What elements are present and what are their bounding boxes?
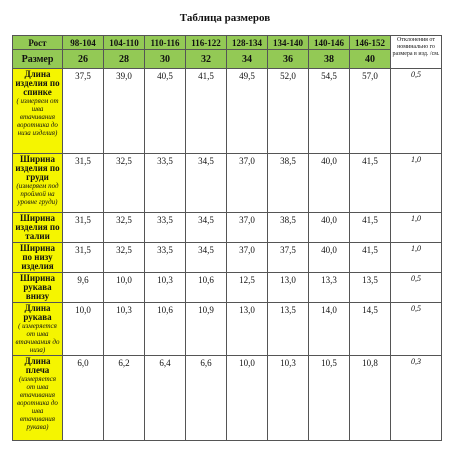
param-name: Ширина изделия по талии: [15, 213, 60, 241]
param-cell: [13, 69, 63, 154]
size-cell: 30: [145, 50, 186, 69]
value-cell: 10,8: [350, 356, 391, 441]
param-cell: [13, 356, 63, 441]
value-cell: 38,5: [268, 213, 309, 243]
value-cell: 14,5: [350, 303, 391, 356]
value-cell: 37,5: [63, 69, 104, 154]
param-cell: [13, 213, 63, 243]
param-name: Ширина рукава внизу: [20, 273, 55, 301]
value-cell: 10,3: [145, 273, 186, 303]
page-title: Таблица размеров: [179, 12, 271, 24]
value-cell: 10,0: [63, 303, 104, 356]
value-cell: 41,5: [350, 243, 391, 273]
height-cell: 140-146: [309, 36, 350, 50]
table-row: [13, 273, 442, 303]
value-cell: 32,5: [104, 154, 145, 213]
table-row: [13, 154, 442, 213]
height-header-row: [13, 36, 442, 50]
table-row: [13, 243, 442, 273]
value-cell: 10,3: [268, 356, 309, 441]
value-cell: 13,3: [309, 273, 350, 303]
tolerance-cell: 0,5: [391, 273, 442, 303]
value-cell: 10,0: [104, 273, 145, 303]
tolerance-cell: 0,3: [391, 356, 442, 441]
table-row: [13, 69, 442, 154]
tolerance-cell: 0,5: [391, 303, 442, 356]
value-cell: 41,5: [186, 69, 227, 154]
param-name: Длина изделия по спинке: [15, 69, 60, 97]
value-cell: 10,6: [145, 303, 186, 356]
table-row: [13, 356, 442, 441]
value-cell: 10,6: [186, 273, 227, 303]
param-name: Ширина изделия по груди: [15, 154, 60, 182]
size-cell: 28: [104, 50, 145, 69]
size-cell: 36: [268, 50, 309, 69]
value-cell: 37,5: [268, 243, 309, 273]
param-cell: [13, 303, 63, 356]
value-cell: 32,5: [104, 243, 145, 273]
param-cell: [13, 273, 63, 303]
value-cell: 33,5: [145, 213, 186, 243]
value-cell: 41,5: [350, 213, 391, 243]
size-table: [12, 35, 442, 441]
value-cell: 6,0: [63, 356, 104, 441]
value-cell: 31,5: [63, 213, 104, 243]
size-header-row: [13, 50, 442, 69]
param-note: (измеряем под проймой на уровне груди): [16, 182, 59, 206]
value-cell: 13,0: [268, 273, 309, 303]
tolerance-cell: 0,5: [391, 69, 442, 154]
value-cell: 13,5: [268, 303, 309, 356]
value-cell: 37,0: [227, 213, 268, 243]
size-cell: 40: [350, 50, 391, 69]
value-cell: 10,0: [227, 356, 268, 441]
param-cell: [13, 154, 63, 213]
value-cell: 12,5: [227, 273, 268, 303]
table-row: [13, 213, 442, 243]
height-cell: 116-122: [186, 36, 227, 50]
value-cell: 49,5: [227, 69, 268, 154]
value-cell: 40,5: [145, 69, 186, 154]
value-cell: 31,5: [63, 243, 104, 273]
value-cell: 6,2: [104, 356, 145, 441]
deviation-header: Отклонения от номинально го размера в изд. /см.: [391, 36, 442, 69]
tolerance-cell: 1,0: [391, 243, 442, 273]
param-note: (измеряется от шва втачивания воротника до шва втачивания рукава): [17, 375, 58, 431]
value-cell: 10,5: [309, 356, 350, 441]
value-cell: 33,5: [145, 154, 186, 213]
value-cell: 9,6: [63, 273, 104, 303]
param-name: Длина рукава: [23, 303, 52, 322]
value-cell: 34,5: [186, 213, 227, 243]
razmer-label: Размер: [13, 50, 63, 69]
height-cell: 128-134: [227, 36, 268, 50]
value-cell: 34,5: [186, 243, 227, 273]
value-cell: 6,4: [145, 356, 186, 441]
value-cell: 39,0: [104, 69, 145, 154]
height-cell: 146-152: [350, 36, 391, 50]
table-row: [13, 303, 442, 356]
param-cell: [13, 243, 63, 273]
value-cell: 38,5: [268, 154, 309, 213]
height-cell: 104-110: [104, 36, 145, 50]
tolerance-cell: 1,0: [391, 154, 442, 213]
param-note: ( измеряем от шва втачивания воротника до низа изделия): [16, 97, 59, 137]
height-cell: 98-104: [63, 36, 104, 50]
height-cell: 110-116: [145, 36, 186, 50]
value-cell: 32,5: [104, 213, 145, 243]
value-cell: 6,6: [186, 356, 227, 441]
size-cell: 38: [309, 50, 350, 69]
param-name: Ширина по низу изделия: [20, 243, 55, 271]
value-cell: 14,0: [309, 303, 350, 356]
param-note: ( измеряется от шва втачивания до низа): [15, 322, 60, 354]
value-cell: 13,0: [227, 303, 268, 356]
value-cell: 37,0: [227, 154, 268, 213]
value-cell: 10,9: [186, 303, 227, 356]
value-cell: 54,5: [309, 69, 350, 154]
value-cell: 40,0: [309, 154, 350, 213]
value-cell: 37,0: [227, 243, 268, 273]
size-cell: 26: [63, 50, 104, 69]
value-cell: 52,0: [268, 69, 309, 154]
value-cell: 41,5: [350, 154, 391, 213]
value-cell: 57,0: [350, 69, 391, 154]
rost-label: Рост: [13, 36, 63, 50]
size-cell: 34: [227, 50, 268, 69]
value-cell: 31,5: [63, 154, 104, 213]
value-cell: 10,3: [104, 303, 145, 356]
value-cell: 40,0: [309, 213, 350, 243]
height-cell: 134-140: [268, 36, 309, 50]
value-cell: 40,0: [309, 243, 350, 273]
value-cell: 33,5: [145, 243, 186, 273]
value-cell: 34,5: [186, 154, 227, 213]
param-name: Длина плеча: [24, 356, 51, 375]
size-cell: 32: [186, 50, 227, 69]
value-cell: 13,5: [350, 273, 391, 303]
tolerance-cell: 1,0: [391, 213, 442, 243]
